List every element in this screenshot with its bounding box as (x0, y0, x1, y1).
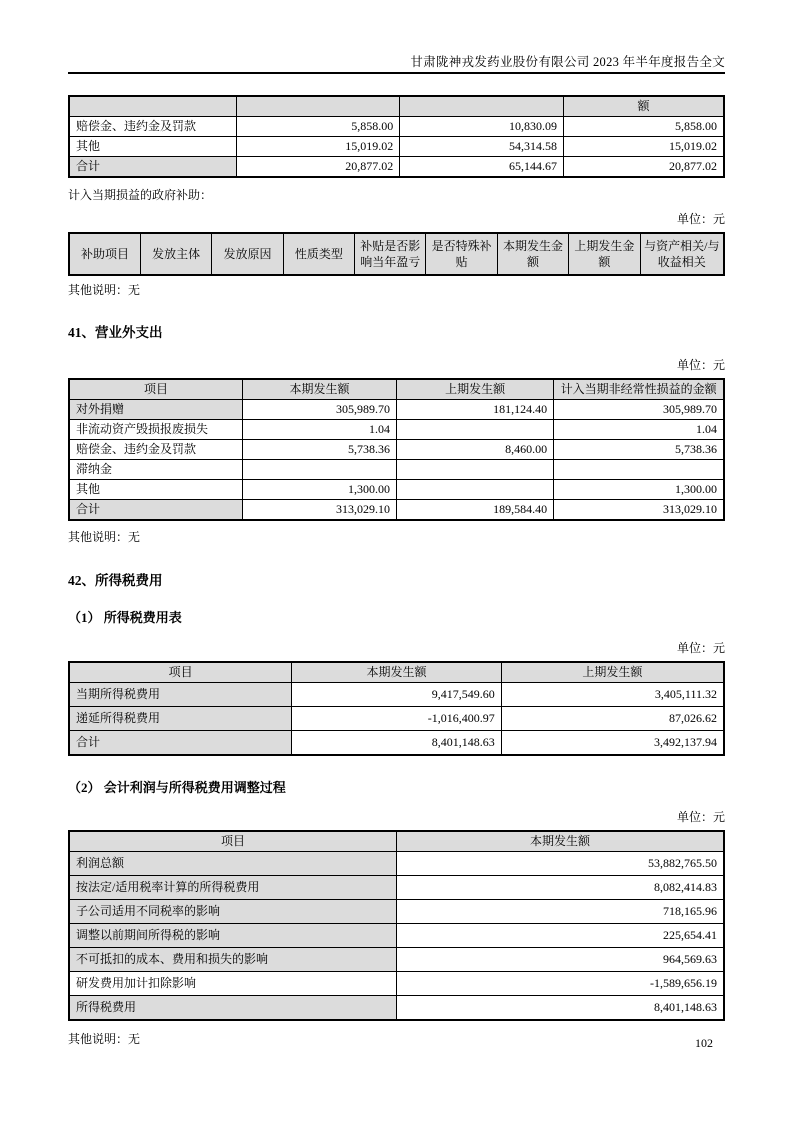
cell-value: 8,401,148.63 (397, 996, 725, 1021)
table-row (69, 480, 724, 500)
row-label: 滞纳金 (69, 460, 243, 480)
table-total-row (69, 157, 724, 178)
gov-subsidy-intro: 计入当期损益的政府补助： (68, 188, 213, 202)
header-cell: 项目 (69, 662, 292, 683)
header-cell: 项目 (69, 831, 397, 852)
row-label: 其他 (69, 137, 236, 157)
table-header-row (69, 379, 724, 400)
table-header-row (69, 831, 724, 852)
cell-value: 54,314.58 (400, 137, 564, 157)
table-row (69, 948, 724, 972)
cell-value: 87,026.62 (501, 707, 724, 731)
header-cell: 上期发生金额 (569, 233, 640, 275)
table-row (69, 420, 724, 440)
cell-value: 15,019.02 (564, 137, 724, 157)
header-cell: 项目 (69, 379, 243, 400)
cell-value: 8,401,148.63 (292, 731, 502, 756)
cell-value: 20,877.02 (236, 157, 400, 178)
table-row (69, 852, 724, 876)
row-label: 不可抵扣的成本、费用和损失的影响 (69, 948, 397, 972)
header-cell: 计入当期非经常性损益的金额 (554, 379, 724, 400)
row-label: 合计 (69, 157, 236, 178)
cell-value: 189,584.40 (396, 500, 553, 521)
compensation-continued-table (68, 95, 725, 178)
cell-value: 305,989.70 (243, 400, 397, 420)
row-label: 对外捐赠 (69, 400, 243, 420)
cell-value: -1,016,400.97 (292, 707, 502, 731)
table-header-row (69, 662, 724, 683)
table-row (69, 440, 724, 460)
non-operating-expense-table (68, 378, 725, 521)
cell-value (554, 460, 724, 480)
table-header-row (69, 233, 724, 275)
report-title: 甘肃陇神戎发药业股份有限公司 2023 年半年度报告全文 (410, 55, 725, 69)
row-label: 赔偿金、违约金及罚款 (69, 117, 236, 137)
cell-value: 718,165.96 (397, 900, 725, 924)
row-label: 合计 (69, 731, 292, 756)
row-label: 递延所得税费用 (69, 707, 292, 731)
header-cell: 补助项目 (69, 233, 140, 275)
header-cell: 本期发生额 (292, 662, 502, 683)
cell-value: 225,654.41 (397, 924, 725, 948)
tax-reconciliation-table (68, 830, 725, 1021)
cell-value: 10,830.09 (400, 117, 564, 137)
row-label: 利润总额 (69, 852, 397, 876)
table-row (69, 972, 724, 996)
unit-label: 单位：元 (676, 358, 725, 372)
table-header-row (69, 96, 724, 117)
cell-value: 313,029.10 (243, 500, 397, 521)
cell-value: 8,082,414.83 (397, 876, 725, 900)
cell-value: 1.04 (243, 420, 397, 440)
table-row (69, 683, 724, 707)
cell-value: 1,300.00 (243, 480, 397, 500)
other-note: 其他说明：无 (68, 530, 141, 544)
table-row (69, 460, 724, 480)
cell-value: 964,569.63 (397, 948, 725, 972)
cell-value: -1,589,656.19 (397, 972, 725, 996)
table-row (69, 900, 724, 924)
section-41-title: 41、营业外支出 (68, 325, 163, 340)
header-cell: 本期发生额 (243, 379, 397, 400)
table-total-row (69, 731, 724, 756)
cell-value: 20,877.02 (564, 157, 724, 178)
cell-value: 65,144.67 (400, 157, 564, 178)
header-cell: 本期发生金额 (497, 233, 568, 275)
row-label: 按法定/适用税率计算的所得税费用 (69, 876, 397, 900)
cell-value: 8,460.00 (396, 440, 553, 460)
row-label: 赔偿金、违约金及罚款 (69, 440, 243, 460)
cell-value: 1,300.00 (554, 480, 724, 500)
cell-value: 15,019.02 (236, 137, 400, 157)
header-cell (400, 96, 564, 117)
row-label: 当期所得税费用 (69, 683, 292, 707)
table-total-row (69, 500, 724, 521)
unit-label: 单位：元 (676, 641, 725, 655)
cell-value: 9,417,549.60 (292, 683, 502, 707)
cell-value (243, 460, 397, 480)
cell-value (396, 460, 553, 480)
cell-value: 1.04 (554, 420, 724, 440)
page-number: 102 (695, 1036, 713, 1050)
header-cell: 是否特殊补贴 (426, 233, 497, 275)
row-label: 子公司适用不同税率的影响 (69, 900, 397, 924)
cell-value: 5,738.36 (243, 440, 397, 460)
unit-label: 单位：元 (676, 810, 725, 824)
other-note: 其他说明：无 (68, 283, 141, 297)
section-42-2-title: （2） 会计利润与所得税费用调整过程 (68, 780, 286, 795)
other-note: 其他说明：无 (68, 1032, 141, 1046)
cell-value (396, 480, 553, 500)
row-label: 其他 (69, 480, 243, 500)
header-cell: 上期发生额 (501, 662, 724, 683)
cell-value: 305,989.70 (554, 400, 724, 420)
row-label: 合计 (69, 500, 243, 521)
header-cell: 本期发生额 (397, 831, 725, 852)
header-cell: 性质类型 (283, 233, 354, 275)
row-label: 所得税费用 (69, 996, 397, 1021)
cell-value: 313,029.10 (554, 500, 724, 521)
table-row (69, 400, 724, 420)
unit-label: 单位：元 (676, 212, 725, 226)
table-row (69, 117, 724, 137)
header-cell (236, 96, 400, 117)
table-row (69, 996, 724, 1021)
cell-value: 5,858.00 (564, 117, 724, 137)
table-row (69, 707, 724, 731)
header-cell (69, 96, 236, 117)
cell-value (396, 420, 553, 440)
cell-value: 181,124.40 (396, 400, 553, 420)
header-cell: 发放主体 (140, 233, 211, 275)
header-cell: 上期发生额 (396, 379, 553, 400)
header-cell: 与资产相关/与收益相关 (640, 233, 724, 275)
header-cell: 额 (564, 96, 724, 117)
cell-value: 5,738.36 (554, 440, 724, 460)
row-label: 非流动资产毁损报废损失 (69, 420, 243, 440)
header-cell: 发放原因 (212, 233, 283, 275)
header-cell: 补贴是否影响当年盈亏 (355, 233, 426, 275)
income-tax-expense-table (68, 661, 725, 756)
row-label: 调整以前期间所得税的影响 (69, 924, 397, 948)
table-row (69, 924, 724, 948)
cell-value: 3,492,137.94 (501, 731, 724, 756)
section-42-1-title: （1） 所得税费用表 (68, 610, 182, 625)
cell-value: 3,405,111.32 (501, 683, 724, 707)
page-header (68, 0, 725, 74)
row-label: 研发费用加计扣除影响 (69, 972, 397, 996)
section-42-title: 42、所得税费用 (68, 573, 163, 588)
cell-value: 53,882,765.50 (397, 852, 725, 876)
table-row (69, 137, 724, 157)
cell-value: 5,858.00 (236, 117, 400, 137)
table-row (69, 876, 724, 900)
gov-subsidy-table (68, 232, 725, 276)
